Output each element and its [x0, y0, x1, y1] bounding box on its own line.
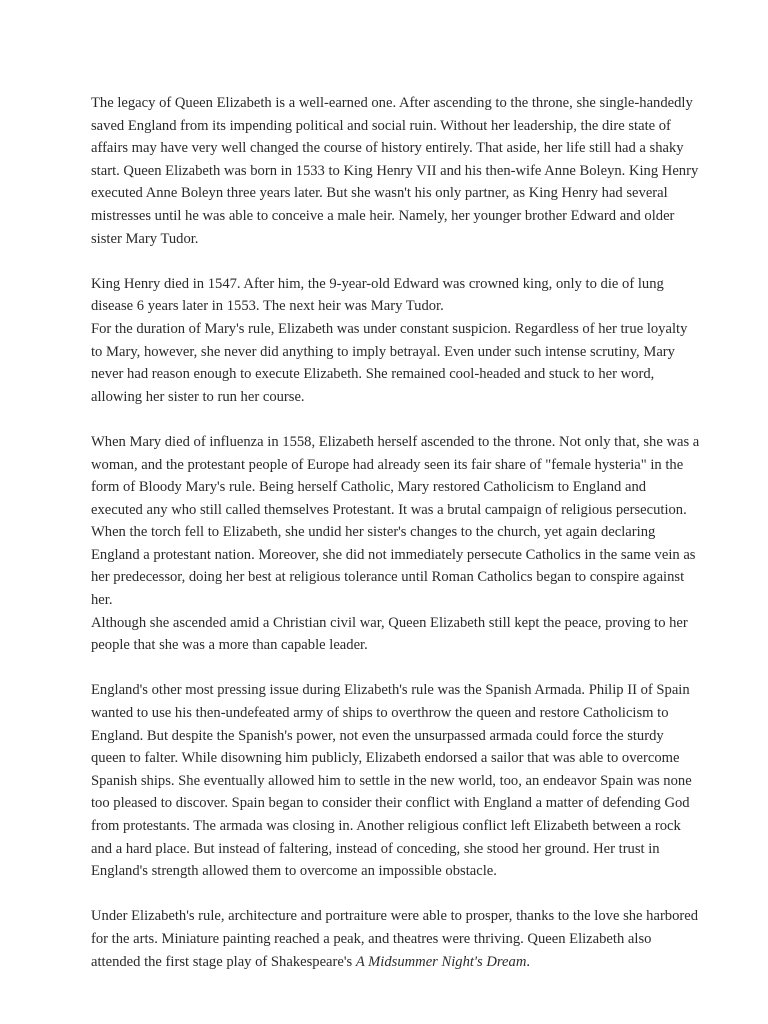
paragraph-arts	[91, 905, 701, 973]
paragraph-legacy: The legacy of Queen Elizabeth is a well-earned one. After ascending to the throne, she single-handedly saved England from its impending political and social ruin. Without her leadership, the dire state of affairs may have very well changed the course of history entirely. That aside, her life still had a shaky start. Queen Elizabeth was born in 1533 to King Henry VII and his then-wife Anne Boleyn. King Henry executed Anne Boleyn three years later. But she wasn't his only partner, as King Henry had several mistresses until he was able to conceive a male heir. Namely, her younger brother Edward and older sister Mary Tudor.	[91, 95, 699, 247]
document-body	[91, 92, 701, 973]
paragraph-arts-text: Under Elizabeth's rule, architecture and portraiture were able to prosper, thanks to the love she harbored for the arts. Miniature painting reached a peak, and theatres were thriving. Queen Elizabeth also attended the first stage play of Shakespeare's	[91, 908, 699, 970]
paragraph-mary-rule: For the duration of Mary's rule, Elizabeth was under constant suspicion. Regardless of her true loyalty to Mary, however, she never did anything to imply betrayal. Even under such intense scrutiny, Mary never had reason enough to execute Elizabeth. She remained cool-headed and stuck to her word, allowing her sister to run her course.	[91, 320, 688, 405]
paragraph-civil-war-peace: Although she ascended amid a Christian civil war, Queen Elizabeth still kept the peace, proving to her people that she was a more than capable leader.	[91, 614, 688, 654]
paragraph-elizabeth-ascends: When Mary died of influenza in 1558, Elizabeth herself ascended to the throne. Not only that, she was a woman, and the protestant people of Europe had already seen its fair share of "female hysteria" in the form of Bloody Mary's rule. Being herself Catholic, Mary restored Catholicism to England and executed any who still called themselves Protestant. It was a brutal campaign of religious persecution. When the torch fell to Elizabeth, she undid her sister's changes to the church, yet again declaring England a protestant nation. Moreover, she did not immediately persecute Catholics in the same vein as her predecessor, doing her best at religious tolerance until Roman Catholics began to conspire against her.	[91, 433, 700, 609]
play-title: A Midsummer Night's Dream	[355, 953, 527, 970]
paragraph-king-henry-death: King Henry died in 1547. After him, the 9-year-old Edward was crowned king, only to die of lung disease 6 years later in 1553. The next heir was Mary Tudor.	[91, 275, 664, 315]
paragraph-spanish-armada: England's other most pressing issue during Elizabeth's rule was the Spanish Armada. Philip II of Spain wanted to use his then-undefeated army of ships to overthrow the queen and restore Catholicism to England. But despite the Spanish's power, not even the unsurpassed armada could force the sturdy queen to falter. While disowning him publicly, Elizabeth endorsed a sailor that was able to overcome Spanish ships. She eventually allowed him to settle in the new world, too, an endeavor Spain was none too pleased to discover. Spain began to consider their conflict with England a matter of defending God from protestants. The armada was closing in. Another religious conflict left Elizabeth between a rock and a hard place. But instead of faltering, instead of conceding, she stood her ground. Her trust in England's strength allowed them to overcome an impossible obstacle.	[91, 682, 692, 880]
paragraph-arts-tail: .	[526, 953, 531, 970]
